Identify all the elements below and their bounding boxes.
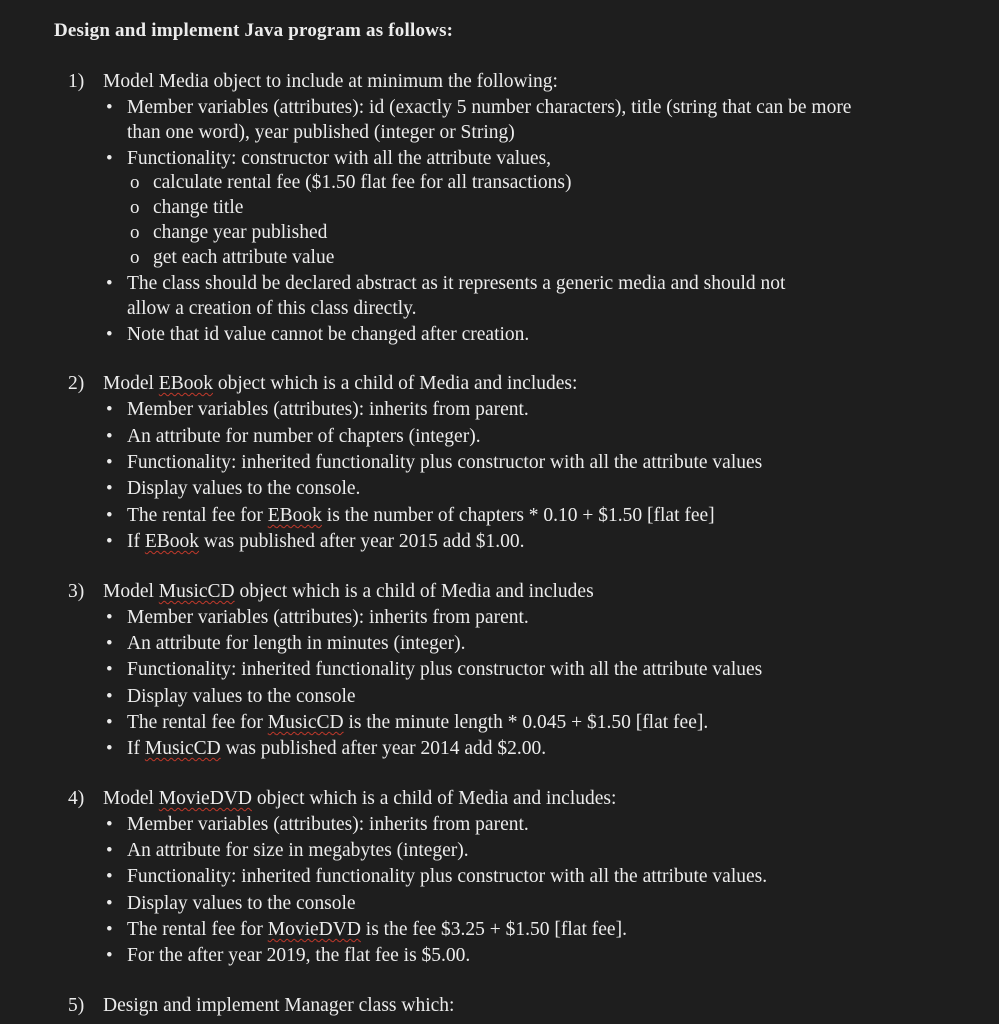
bullet-icon: • xyxy=(106,738,113,759)
spelling-flag: MovieDVD xyxy=(158,788,252,809)
spelling-flag: EBook xyxy=(158,373,213,394)
list-item-continuation: allow a creation of this class directly. xyxy=(127,298,417,319)
sub-list-item: calculate rental fee ($1.50 flat fee for all transactions) xyxy=(153,172,572,193)
bullet-icon: • xyxy=(106,148,113,169)
bullet-icon: • xyxy=(106,324,113,345)
list-item: An attribute for number of chapters (integer). xyxy=(127,426,481,447)
bullet-icon: • xyxy=(106,478,113,499)
bullet-icon: • xyxy=(106,399,113,420)
circle-bullet-icon: o xyxy=(130,222,140,243)
bullet-icon: • xyxy=(106,659,113,680)
bullet-icon: • xyxy=(106,607,113,628)
list-item: For the after year 2019, the flat fee is $5.00. xyxy=(127,945,471,966)
bullet-icon: • xyxy=(106,686,113,707)
list-item: An attribute for size in megabytes (integer). xyxy=(127,840,469,861)
list-item: Note that id value cannot be changed after creation. xyxy=(127,324,530,345)
bullet-icon: • xyxy=(106,893,113,914)
list-item: The rental fee for MusicCD is the minute length * 0.045 + $1.50 [flat fee]. xyxy=(127,712,709,733)
spelling-flag: EBook xyxy=(267,505,322,526)
bullet-icon: • xyxy=(106,814,113,835)
section-number: 1) xyxy=(68,71,85,92)
list-item: An attribute for length in minutes (integer). xyxy=(127,633,466,654)
bullet-icon: • xyxy=(106,712,113,733)
section-number: 3) xyxy=(68,581,85,602)
list-item: The rental fee for MovieDVD is the fee $3.25 + $1.50 [flat fee]. xyxy=(127,919,627,940)
bullet-icon: • xyxy=(106,426,113,447)
section-number: 4) xyxy=(68,788,85,809)
list-item: The rental fee for EBook is the number of chapters * 0.10 + $1.50 [flat fee] xyxy=(127,505,715,526)
list-item-continuation: than one word), year published (integer or String) xyxy=(127,122,515,143)
list-item: Display values to the console xyxy=(127,686,356,707)
bullet-icon: • xyxy=(106,531,113,552)
section-number: 5) xyxy=(68,995,85,1016)
circle-bullet-icon: o xyxy=(130,172,140,193)
list-item: Display values to the console. xyxy=(127,478,361,499)
bullet-icon: • xyxy=(106,840,113,861)
section-heading: Design and implement Manager class which: xyxy=(103,995,455,1016)
spelling-flag: MusicCD xyxy=(267,712,344,733)
list-item: Functionality: constructor with all the attribute values, xyxy=(127,148,552,169)
bullet-icon: • xyxy=(106,633,113,654)
list-item: Member variables (attributes): inherits from parent. xyxy=(127,814,529,835)
bullet-icon: • xyxy=(106,273,113,294)
spelling-flag: EBook xyxy=(144,531,200,552)
sub-list-item: change title xyxy=(153,197,244,218)
section-heading: Model Media object to include at minimum the following: xyxy=(103,71,558,92)
spelling-flag: MusicCD xyxy=(158,581,235,602)
circle-bullet-icon: o xyxy=(130,197,140,218)
section-number: 2) xyxy=(68,373,85,394)
list-item: Functionality: inherited functionality plus constructor with all the attribute values xyxy=(127,452,763,473)
sub-list-item: get each attribute value xyxy=(153,247,335,268)
list-item: Functionality: inherited functionality plus constructor with all the attribute values xyxy=(127,659,763,680)
list-item: Member variables (attributes): inherits from parent. xyxy=(127,399,529,420)
spelling-flag: MusicCD xyxy=(144,738,221,759)
list-item: Functionality: inherited functionality plus constructor with all the attribute values. xyxy=(127,866,768,887)
section-heading: Model EBook object which is a child of Media and includes: xyxy=(103,373,578,394)
list-item: The class should be declared abstract as it represents a generic media and should not xyxy=(127,273,786,294)
document-heading: Design and implement Java program as follows: xyxy=(54,20,454,41)
bullet-icon: • xyxy=(106,452,113,473)
list-item: Display values to the console xyxy=(127,893,356,914)
section-heading: Model MusicCD object which is a child of Media and includes xyxy=(103,581,594,602)
spelling-flag: MovieDVD xyxy=(267,919,361,940)
circle-bullet-icon: o xyxy=(130,247,140,268)
sub-list-item: change year published xyxy=(153,222,328,243)
list-item: If EBook was published after year 2015 add $1.00. xyxy=(127,531,525,552)
bullet-icon: • xyxy=(106,919,113,940)
bullet-icon: • xyxy=(106,945,113,966)
list-item: Member variables (attributes): id (exactly 5 number characters), title (string that can be more xyxy=(127,97,852,118)
section-heading: Model MovieDVD object which is a child of Media and includes: xyxy=(103,788,617,809)
list-item: Member variables (attributes): inherits from parent. xyxy=(127,607,529,628)
bullet-icon: • xyxy=(106,97,113,118)
bullet-icon: • xyxy=(106,505,113,526)
list-item: If MusicCD was published after year 2014 add $2.00. xyxy=(127,738,547,759)
bullet-icon: • xyxy=(106,866,113,887)
